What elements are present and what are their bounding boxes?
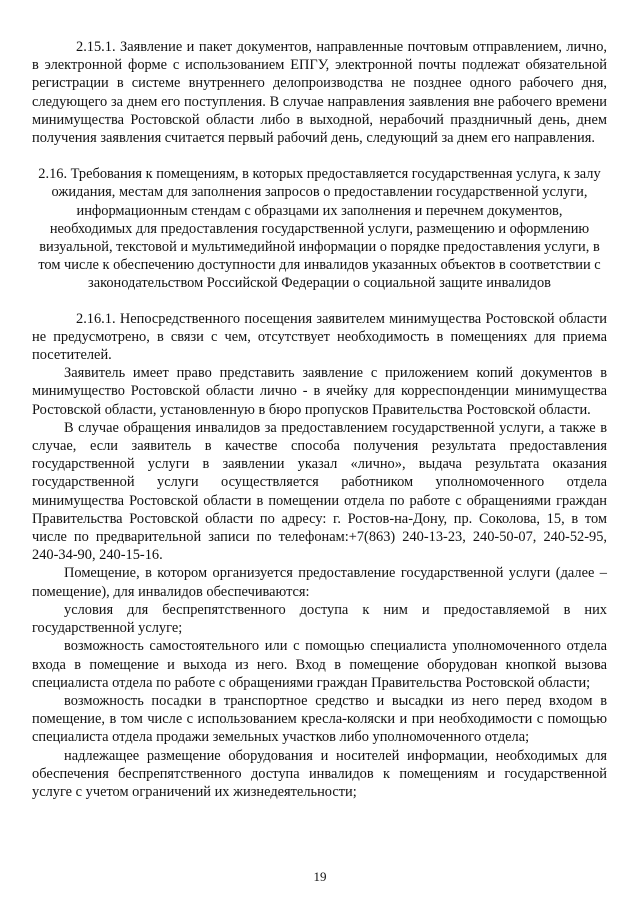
list-item-transport-boarding: возможность посадки в транспортное средство и высадки из него перед входом в помещение, в том числе с использованием кресла-коляски и при необходимости с помощью специалиста отдела продажи земельных участков либо уполномоченного отдела; — [32, 692, 607, 746]
page-number: 19 — [313, 869, 327, 884]
list-item-equipment-placement: надлежащее размещение оборудования и носителей информации, необходимых для обеспечения беспрепятственного доступа инвалидов к помещениям и государственной услуге с учетом ограничений их жизнедеятельности; — [32, 747, 607, 800]
paragraph-2-16-1: 2.16.1. Непосредственного посещения заявителем минимущества Ростовской области не предусмотрено, в связи с чем, отсутствует необходимость в помещениях для приема посетителей. — [32, 310, 607, 364]
list-item-access-conditions: условия для беспрепятственного доступа к ним и предоставляемой в них государственной услуге; — [32, 601, 607, 637]
paragraph-premises-intro: Помещение, в котором организуется предоставление государственной услуги (далее – помещение), для инвалидов обеспечиваются: — [32, 565, 607, 600]
paragraph-2-15-1: 2.15.1. Заявление и пакет документов, направленные почтовым отправлением, лично, в электронной форме с использованием ЕПГУ, электронной почты подлежат обязательной регистрации в системе внутреннего делопроизводства не позднее одного рабочего дня, следующего за днем его поступления. В случае направления заявления вне рабочего времени минимущества Ростовской области либо в выходной, нерабочий праздничный день, днем получения заявления считается первый рабочий день, следующий за днем его направления. — [32, 39, 607, 147]
list-item-entry-exit: возможность самостоятельного или с помощью специалиста уполномоченного отдела входа в помещение и выхода из него. Вход в помещение оборудован кнопкой вызова специалиста отдела по работе с обращениями граждан Правительства Ростовской области; — [32, 638, 607, 691]
section-heading-2-16: 2.16. Требования к помещениям, в которых предоставляется государственная услуга, к залу ожидания, местам для заполнения запросов о предоставлении государственной услуги, информационным стендам с образцами их заполнения и перечнем документов, необходимых для предоставления государственной услуги, размещению и оформлению визуальной, текстовой и мультимедийной информации о порядке предоставления услуги, в том числе к обеспечению доступности для инвалидов указанных объектов в соответствии с законодательством Российской Федерации о социальной защите инвалидов — [38, 166, 601, 292]
paragraph-disabled-persons-service: В случае обращения инвалидов за предоставлением государственной услуги, а также в случае, если заявитель в качестве способа получения результата предоставления государственной услуги в заявлении указал «лично», выдача результата оказания государственной услуги осуществляется работником уполномоченного отдела минимущества Ростовской области в помещении отдела по работе с обращениями граждан Правительства Ростовской области по адресу: г. Ростов-на-Дону, пр. Соколова, 15, в том числе по предварительной записи по телефонам:+7(863) 240-13-23, 240-50-07, 240-52-95, 240-34-90, 240-15-16. — [32, 419, 607, 564]
paragraph-applicant-right: Заявитель имеет право представить заявление с приложением копий документов в минимущество Ростовской области лично - в ячейку для корреспонденции минимущества Ростовской области, установленную в бюро пропусков Правительства Ростовской области. — [32, 365, 607, 418]
